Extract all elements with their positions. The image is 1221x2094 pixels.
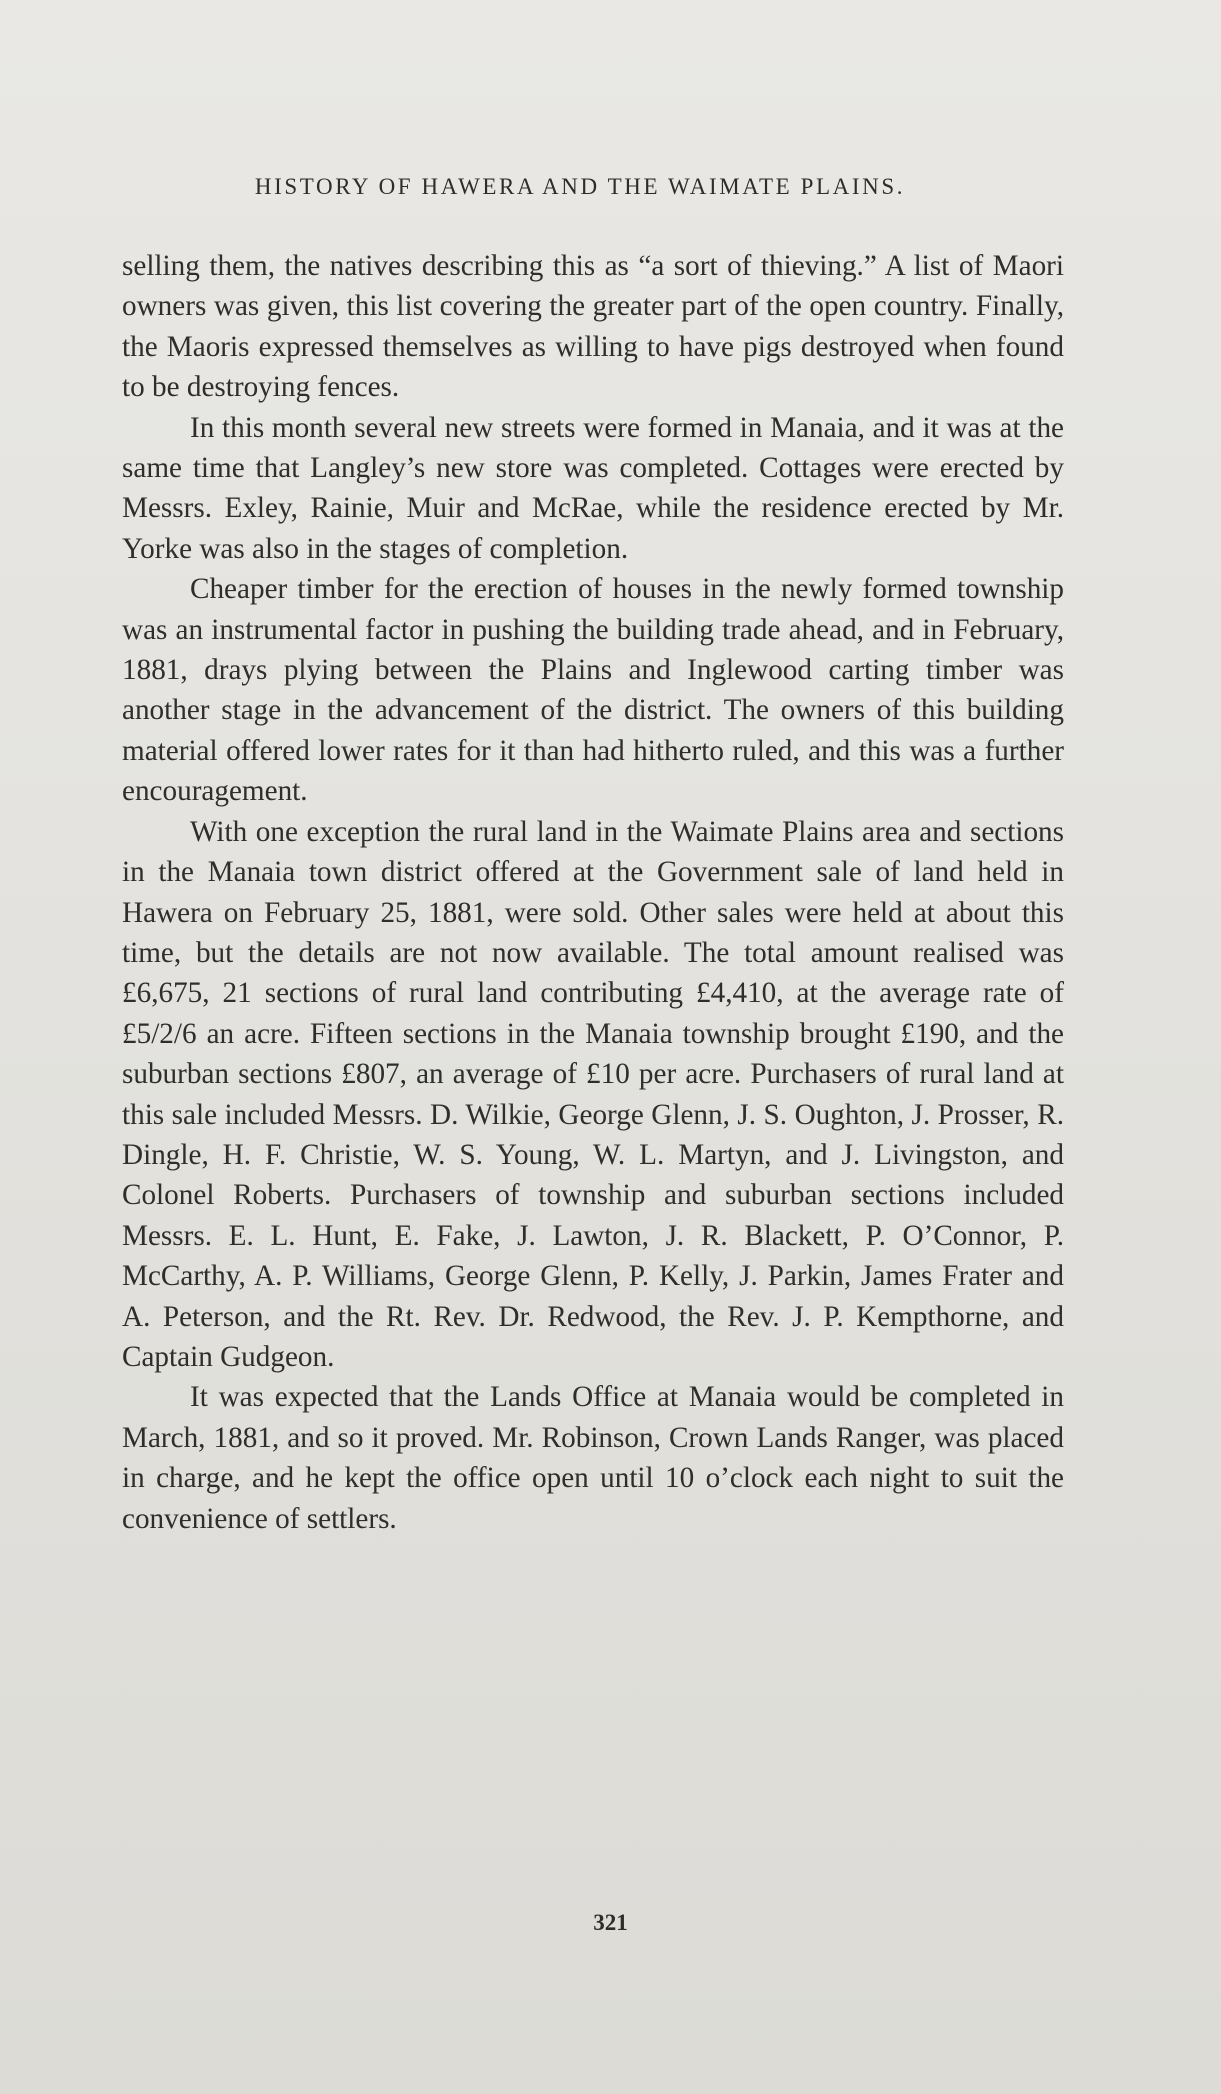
body-text: [122, 246, 1064, 1539]
page-number: 321: [593, 1910, 628, 1935]
running-head: HISTORY OF HAWERA AND THE WAIMATE PLAINS.: [254, 174, 906, 199]
paragraph-5: It was expected that the Lands Office at Manaia would be completed in March, 1881, and so it proved. Mr. Robinson, Crown Lands Ranger, was placed in charge, and he kept the office open until 10 o’clock each night to suit the convenience of settlers.: [122, 1381, 1064, 1535]
paragraph-1: selling them, the natives describing this as “a sort of thieving.” A list of Maori owners was given, this list covering the greater part of the open country. Finally, the Maoris expressed themselves as willing to have pigs destroyed when found to be destroying fences.: [122, 250, 1064, 404]
paragraph-4: With one exception the rural land in the Waimate Plains area and sections in the Manaia town district offered at the Government sale of land held in Hawera on February 25, 1881, were sold. Other sales were held at about this time, but the details are not now available. The total amount realised was £6,675, 21 sections of rural land contributing £4,410, at the average rate of £5/2/6 an acre. Fifteen sections in the Manaia township brought £190, and the suburban sections £807, an average of £10 per acre. Purchasers of rural land at this sale included Messrs. D. Wilkie, George Glenn, J. S. Oughton, J. Prosser, R. Dingle, H. F. Christie, W. S. Young, W. L. Martyn, and J. Livingston, and Colonel Roberts. Purchasers of township and suburban sections included Messrs. E. L. Hunt, E. Fake, J. Lawton, J. R. Blackett, P. O’Connor, P. McCarthy, A. P. Williams, George Glenn, P. Kelly, J. Parkin, James Frater and A. Peterson, and the Rt. Rev. Dr. Redwood, the Rev. J. P. Kempthorne, and Captain Gudgeon.: [122, 815, 1064, 1373]
paragraph-3: Cheaper timber for the erection of houses in the newly formed township was an instrumental factor in pushing the building trade ahead, and in February, 1881, drays plying between the Plains and Inglewood carting timber was another stage in the advancement of the district. The owners of this building material offered lower rates for it than had hitherto ruled, and this was a further encouragement.: [122, 573, 1064, 808]
paragraph-2: In this month several new streets were formed in Manaia, and it was at the same time that Langley’s new store was completed. Cottages were erected by Messrs. Exley, Rainie, Muir and McRae, while the residence erected by Mr. Yorke was also in the stages of completion.: [122, 411, 1064, 565]
